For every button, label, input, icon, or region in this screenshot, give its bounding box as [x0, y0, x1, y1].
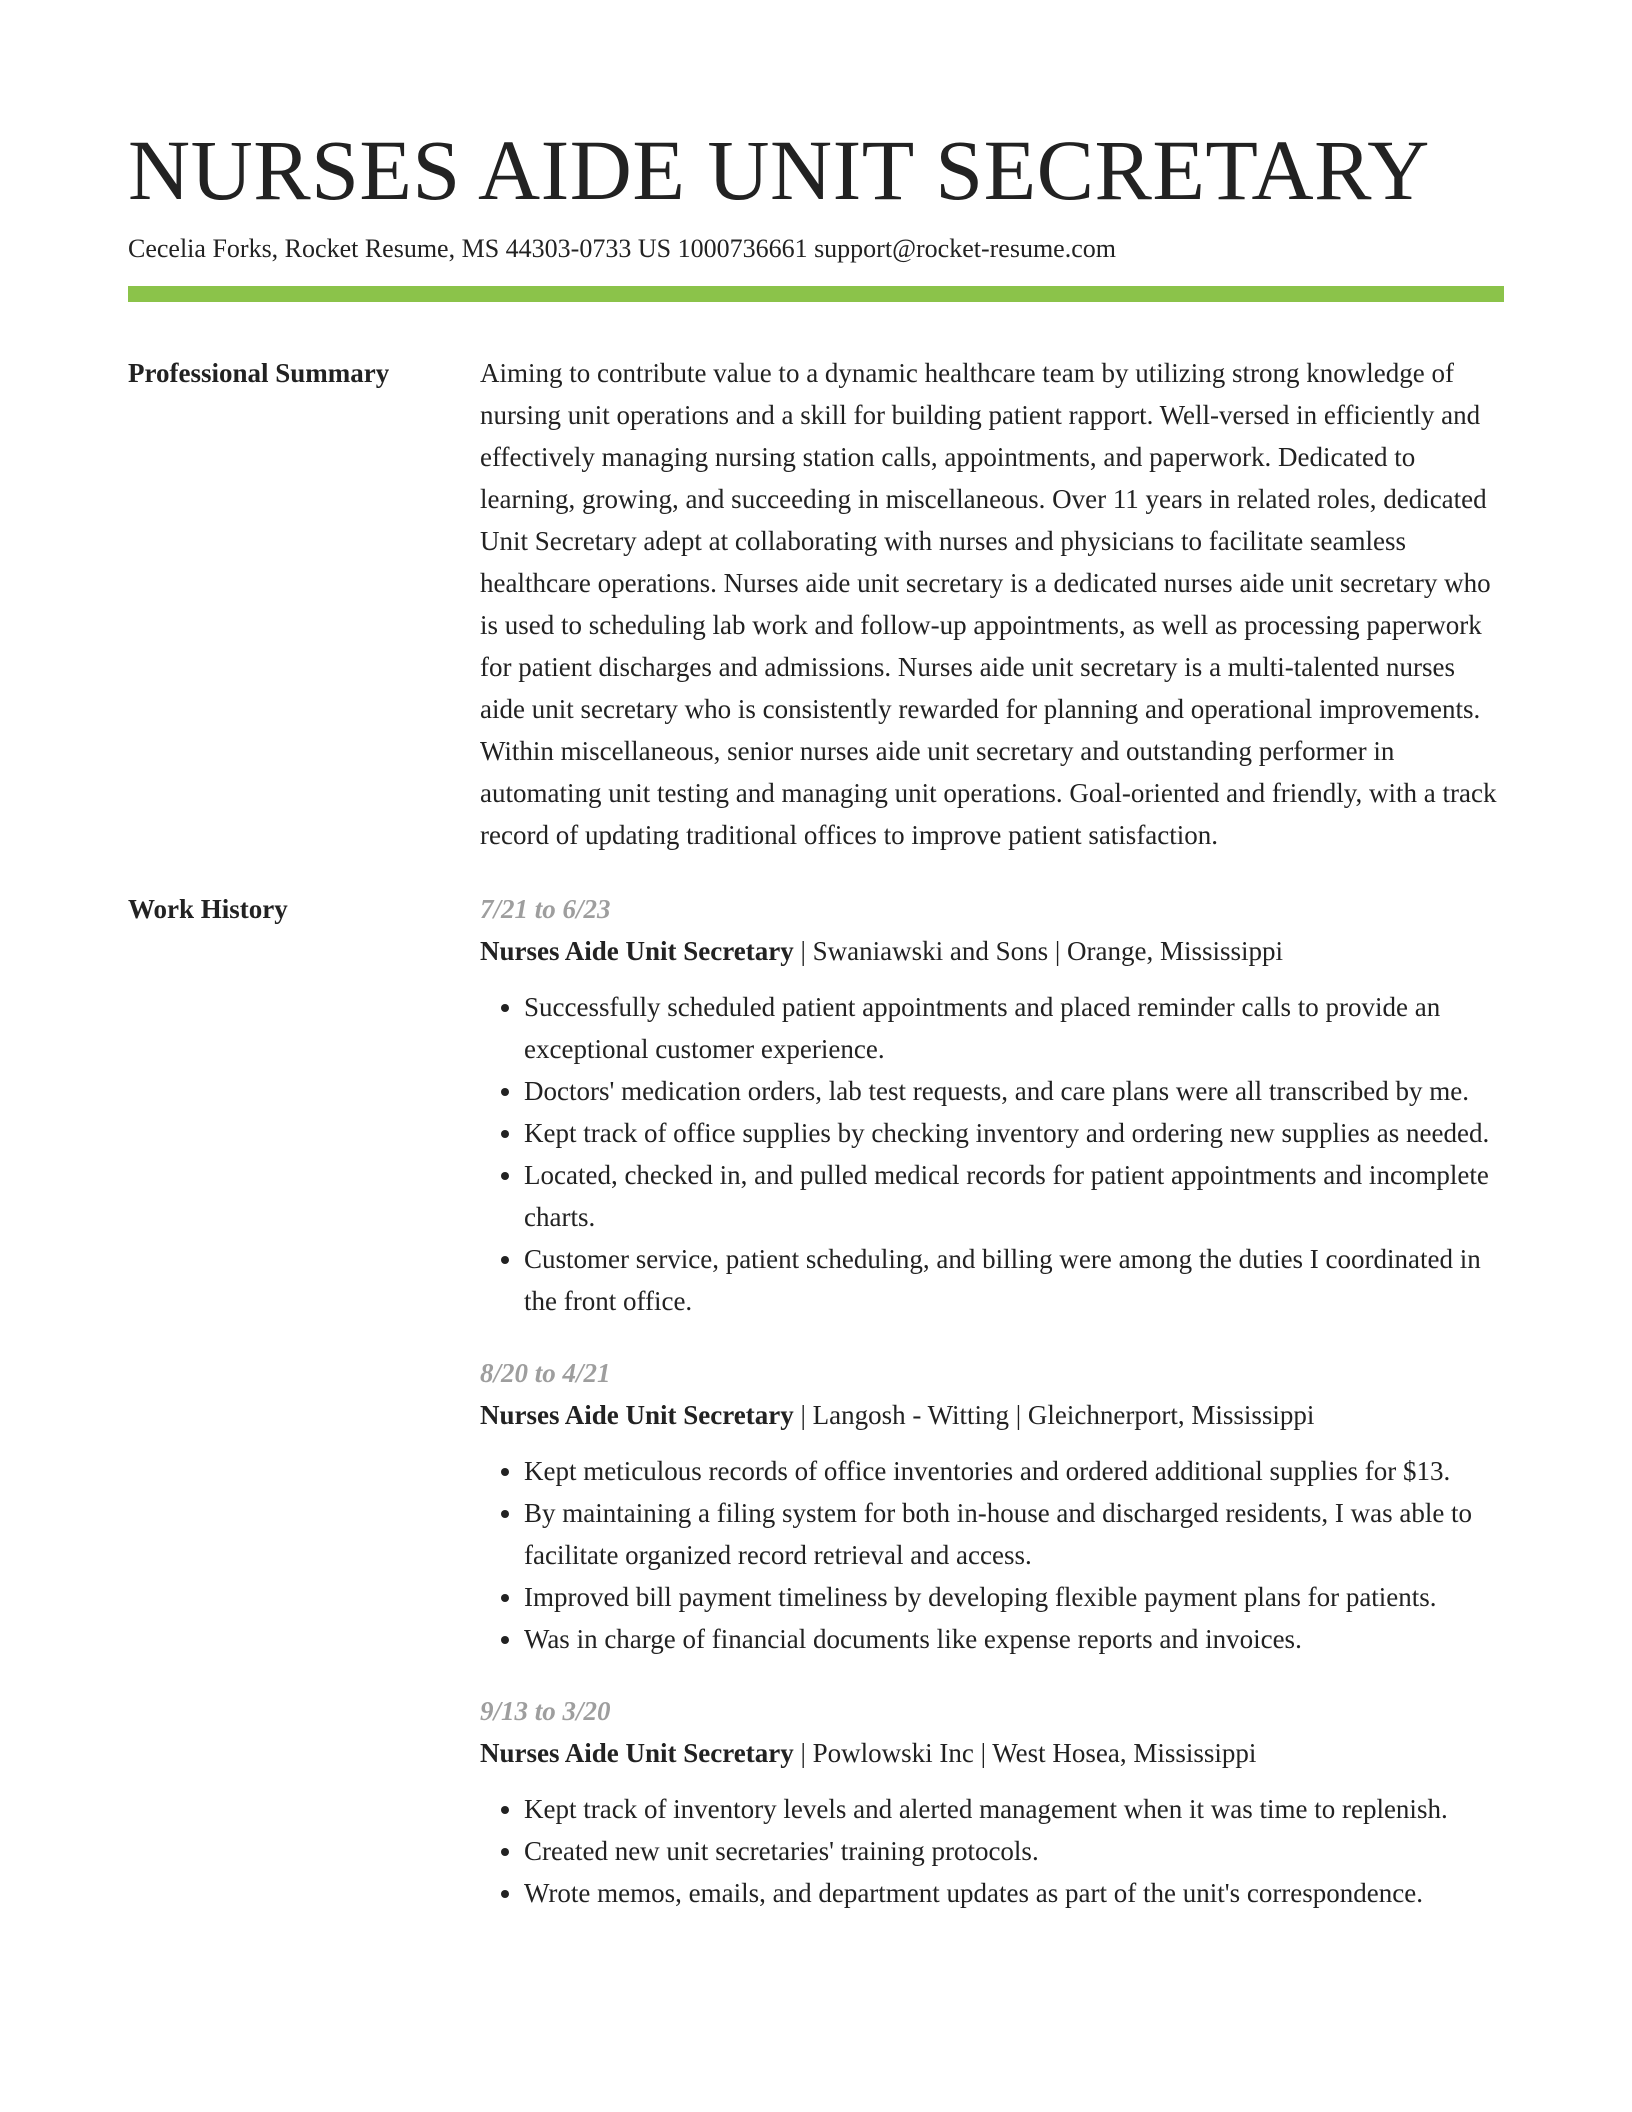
- job-bullet: • Improved bill payment timeliness by developing flexible payment plans for patients.: [524, 1576, 1504, 1618]
- job-dates: 7/21 to 6/23: [480, 894, 611, 924]
- job-title: Nurses Aide Unit Secretary: [480, 936, 794, 966]
- summary-section: [128, 352, 1504, 856]
- job-entry: [480, 1352, 1504, 1660]
- job-bullets: [480, 1450, 1504, 1660]
- summary-text: Aiming to contribute value to a dynamic healthcare team by utilizing strong knowledge of nursing unit operations and a skill for building patient rapport. Well-versed in efficiently and effectively managing nursing station calls, appointments, and paperwork. Dedicated to learning, growing, and succeeding in miscellaneous. Over 11 years in related roles, dedicated Unit Secretary adept at collaborating with nurses and physicians to facilitate seamless healthcare operations. Nurses aide unit secretary is a dedicated nurses aide unit secretary who is used to scheduling lab work and follow-up appointments, as well as processing paperwork for patient discharges and admissions. Nurses aide unit secretary is a multi-talented nurses aide unit secretary who is consistently rewarded for planning and operational improvements. Within miscellaneous, senior nurses aide unit secretary and outstanding performer in automating unit testing and managing unit operations. Goal-oriented and friendly, with a track record of updating traditional offices to improve patient satisfaction.: [480, 358, 1497, 850]
- job-bullet: • Successfully scheduled patient appointments and placed reminder calls to provide an exceptional customer experience.: [524, 986, 1504, 1070]
- contact-line: Cecelia Forks, Rocket Resume, MS 44303-0733 US 1000736661 support@rocket-resume.com: [128, 234, 1116, 263]
- job-bullet: • Was in charge of financial documents like expense reports and invoices.: [524, 1618, 1504, 1660]
- job-bullets: [480, 1788, 1504, 1914]
- job-bullet: • Kept track of inventory levels and alerted management when it was time to replenish.: [524, 1788, 1504, 1830]
- work-history-section: [128, 888, 1504, 1944]
- summary-body: [480, 352, 1504, 856]
- work-history-body: [480, 888, 1504, 1944]
- job-heading: [480, 930, 1504, 972]
- work-history-heading: Work History: [128, 894, 288, 924]
- job-dates: 9/13 to 3/20: [480, 1696, 611, 1726]
- job-bullet: • Wrote memos, emails, and department updates as part of the unit's correspondence.: [524, 1872, 1504, 1914]
- resume-page: [128, 120, 1504, 1944]
- job-bullet: • Created new unit secretaries' training protocols.: [524, 1830, 1504, 1872]
- job-bullets: [480, 986, 1504, 1322]
- header-divider: [128, 286, 1504, 302]
- summary-heading: Professional Summary: [128, 358, 390, 388]
- job-bullet: • Located, checked in, and pulled medical records for patient appointments and incomplete charts.: [524, 1154, 1504, 1238]
- job-heading: [480, 1394, 1504, 1436]
- job-employer-location: | Powlowski Inc | West Hosea, Mississippi: [793, 1738, 1257, 1768]
- job-dates: 8/20 to 4/21: [480, 1358, 611, 1388]
- job-employer-location: | Langosh - Witting | Gleichnerport, Mississippi: [793, 1400, 1315, 1430]
- job-title: Nurses Aide Unit Secretary: [480, 1400, 794, 1430]
- job-bullet: • Customer service, patient scheduling, and billing were among the duties I coordinated in the front office.: [524, 1238, 1504, 1322]
- job-title: Nurses Aide Unit Secretary: [480, 1738, 794, 1768]
- job-bullet: • By maintaining a filing system for both in-house and discharged residents, I was able to facilitate organized record retrieval and access.: [524, 1492, 1504, 1576]
- job-bullet: • Doctors' medication orders, lab test requests, and care plans were all transcribed by me.: [524, 1070, 1504, 1112]
- job-heading: [480, 1732, 1504, 1774]
- job-bullet: • Kept track of office supplies by checking inventory and ordering new supplies as needed.: [524, 1112, 1504, 1154]
- job-employer-location: | Swaniawski and Sons | Orange, Mississippi: [793, 936, 1284, 966]
- job-bullet: • Kept meticulous records of office inventories and ordered additional supplies for $13.: [524, 1450, 1504, 1492]
- job-entry: [480, 1690, 1504, 1914]
- job-entry: [480, 888, 1504, 1322]
- resume-name: NURSES AIDE UNIT SECRETARY: [128, 122, 1430, 218]
